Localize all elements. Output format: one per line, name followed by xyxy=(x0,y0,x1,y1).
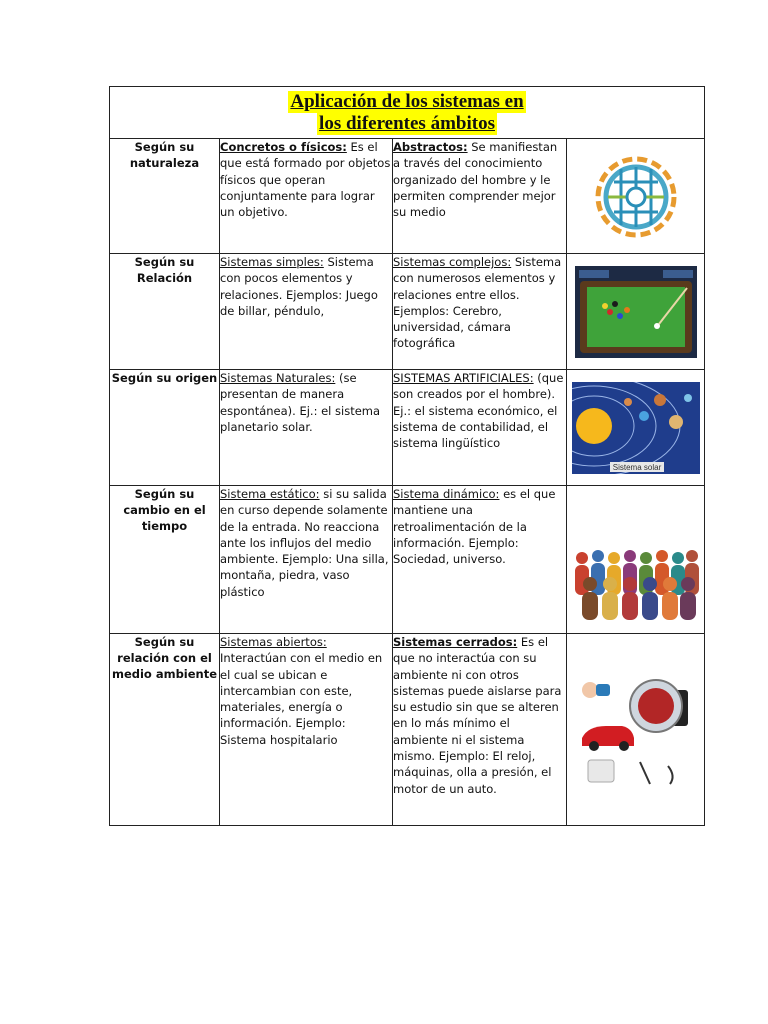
system-term: Sistemas abiertos: xyxy=(220,635,327,649)
description-cell xyxy=(220,139,393,254)
system-description: Interactúan con el medio en el cual se ubican e intercambian con este, materiales, energía o información. Ejemplo: Sistema hospitalario xyxy=(220,651,383,747)
title-row xyxy=(110,87,705,139)
page-title-line-2: los diferentes ámbitos xyxy=(319,112,495,134)
system-description: Es el que está formado por objetos físicos que operan conjuntamente para lograr un objetivo. xyxy=(220,140,391,220)
system-term: Sistema estático: xyxy=(220,487,320,501)
page-title-line-1: Aplicación de los sistemas en xyxy=(290,90,524,112)
system-term: SISTEMAS ARTIFICIALES: xyxy=(393,371,534,385)
table-row xyxy=(110,370,705,486)
description-cell xyxy=(393,254,567,370)
category-cell: Según su origen xyxy=(110,370,220,486)
system-term: Sistemas simples: xyxy=(220,255,324,269)
system-term: Abstractos: xyxy=(393,140,468,154)
category-cell: Según su cambio en el tiempo xyxy=(110,486,220,634)
category-cell: Según su relación con el medio ambiente xyxy=(110,634,220,826)
description-cell xyxy=(393,486,567,634)
description-cell xyxy=(393,634,567,826)
system-description: es el que mantiene una retroalimentación de la información. Ejemplo: Sociedad, universo. xyxy=(393,487,556,567)
gear-brain-icon xyxy=(586,147,686,247)
system-term: Sistema dinámico: xyxy=(393,487,500,501)
table-row xyxy=(110,139,705,254)
image-cell xyxy=(567,486,705,634)
billiard-table-icon xyxy=(575,266,697,358)
system-description: si su salida en curso depende solamente de la entrada. No reacciona ante los influjos del medio ambiente. Ejemplo: Una silla, montaña, piedra, vaso plástico xyxy=(220,487,389,599)
image-cell xyxy=(567,370,705,486)
description-cell xyxy=(393,139,567,254)
description-cell xyxy=(220,254,393,370)
system-term: Sistemas cerrados: xyxy=(393,635,518,649)
toy-car-watch-icon xyxy=(576,672,696,792)
image-cell xyxy=(567,634,705,826)
system-term: Sistemas complejos: xyxy=(393,255,512,269)
image-cell xyxy=(567,254,705,370)
system-term: Concretos o físicos: xyxy=(220,140,347,154)
system-term: Sistemas Naturales: xyxy=(220,371,336,385)
table-row xyxy=(110,486,705,634)
category-cell: Según su Relación xyxy=(110,254,220,370)
category-cell: Según su naturaleza xyxy=(110,139,220,254)
system-description: Es el que no interactúa con su ambiente ni con otros sistemas puede aislarse para su estudio sin que se alteren en lo más mínimo el ambiente ni el sistema mismo. Ejemplo: El reloj, máquinas, olla a presión, el motor de un auto. xyxy=(393,635,562,796)
title-cell xyxy=(110,87,705,139)
system-description: Sistema con numerosos elementos y relaciones entre ellos. Ejemplos: Cerebro, universidad, cámara fotográfica xyxy=(393,255,562,351)
description-cell xyxy=(220,486,393,634)
description-cell xyxy=(220,634,393,826)
solar-system-icon xyxy=(572,382,700,474)
systems-table xyxy=(109,86,705,826)
system-description: (que son creados por el hombre). Ej.: el sistema económico, el sistema de contabilidad, el sistema lingüístico xyxy=(393,371,564,451)
solar-system-caption: Sistema solar xyxy=(612,463,661,472)
system-description: (se presentan de manera espontánea). Ej.: el sistema planetario solar. xyxy=(220,371,381,434)
description-cell xyxy=(220,370,393,486)
system-description: Sistema con pocos elementos y relaciones. Ejemplos: Juego de billar, péndulo, xyxy=(220,255,378,318)
table-row xyxy=(110,254,705,370)
description-cell xyxy=(393,370,567,486)
table-row xyxy=(110,634,705,826)
system-description: Se manifiestan a través del conocimiento organizado del hombre y le permiten comprender mejor su medio xyxy=(393,140,558,220)
image-cell xyxy=(567,139,705,254)
crowd-icon xyxy=(572,544,700,620)
